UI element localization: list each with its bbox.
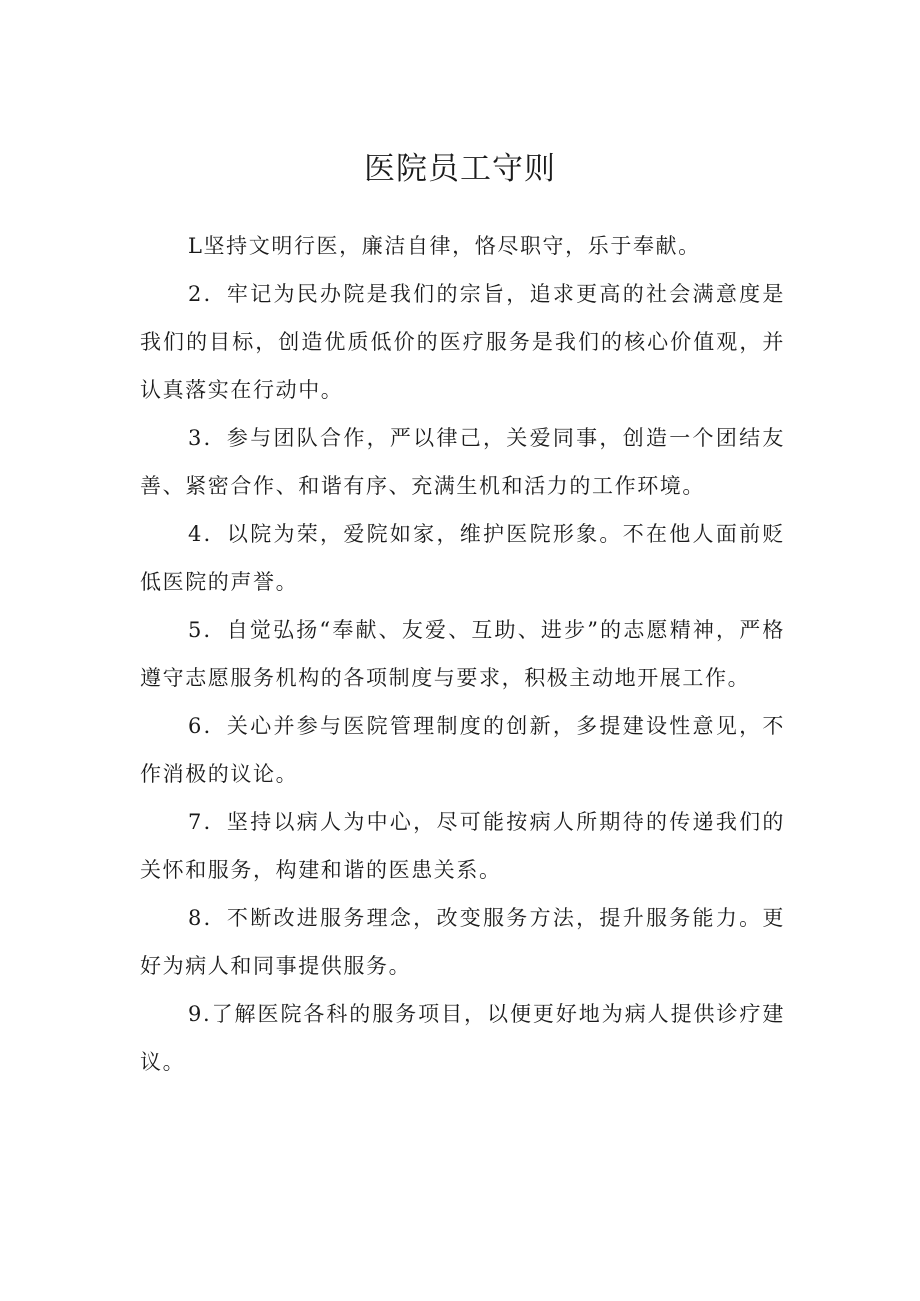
document-title: 医院员工守则 bbox=[364, 151, 556, 187]
rule-paragraph-4: 4．以院为荣，爱院如家，维护医院形象。不在他人面前贬低医院的声誉。 bbox=[140, 522, 785, 594]
rule-paragraph-5: 5．自觉弘扬“奉献、友爱、互助、进步”的志愿精神，严格遵守志愿服务机构的各项制度与要求，积极主动地开展工作。 bbox=[140, 618, 785, 690]
rule-paragraph-6: 6．关心并参与医院管理制度的创新，多提建设性意见，不作消极的议论。 bbox=[140, 714, 785, 786]
rule-paragraph-9: 9.了解医院各科的服务项目，以便更好地为病人提供诊疗建议。 bbox=[140, 1002, 785, 1074]
rule-paragraph-2: 2．牢记为民办院是我们的宗旨，追求更高的社会满意度是我们的目标，创造优质低价的医疗服务是我们的核心价值观，并认真落实在行动中。 bbox=[140, 282, 785, 402]
rule-paragraph-8: 8．不断改进服务理念，改变服务方法，提升服务能力。更好为病人和同事提供服务。 bbox=[140, 906, 785, 978]
rule-paragraph-1: L坚持文明行医，廉洁自律，恪尽职守，乐于奉献。 bbox=[188, 234, 701, 258]
rule-paragraph-7: 7．坚持以病人为中心，尽可能按病人所期待的传递我们的关怀和服务，构建和谐的医患关系。 bbox=[140, 810, 785, 882]
rule-paragraph-3: 3．参与团队合作，严以律己，关爱同事，创造一个团结友善、紧密合作、和谐有序、充满生机和活力的工作环境。 bbox=[140, 426, 785, 498]
document-body bbox=[140, 222, 785, 1086]
